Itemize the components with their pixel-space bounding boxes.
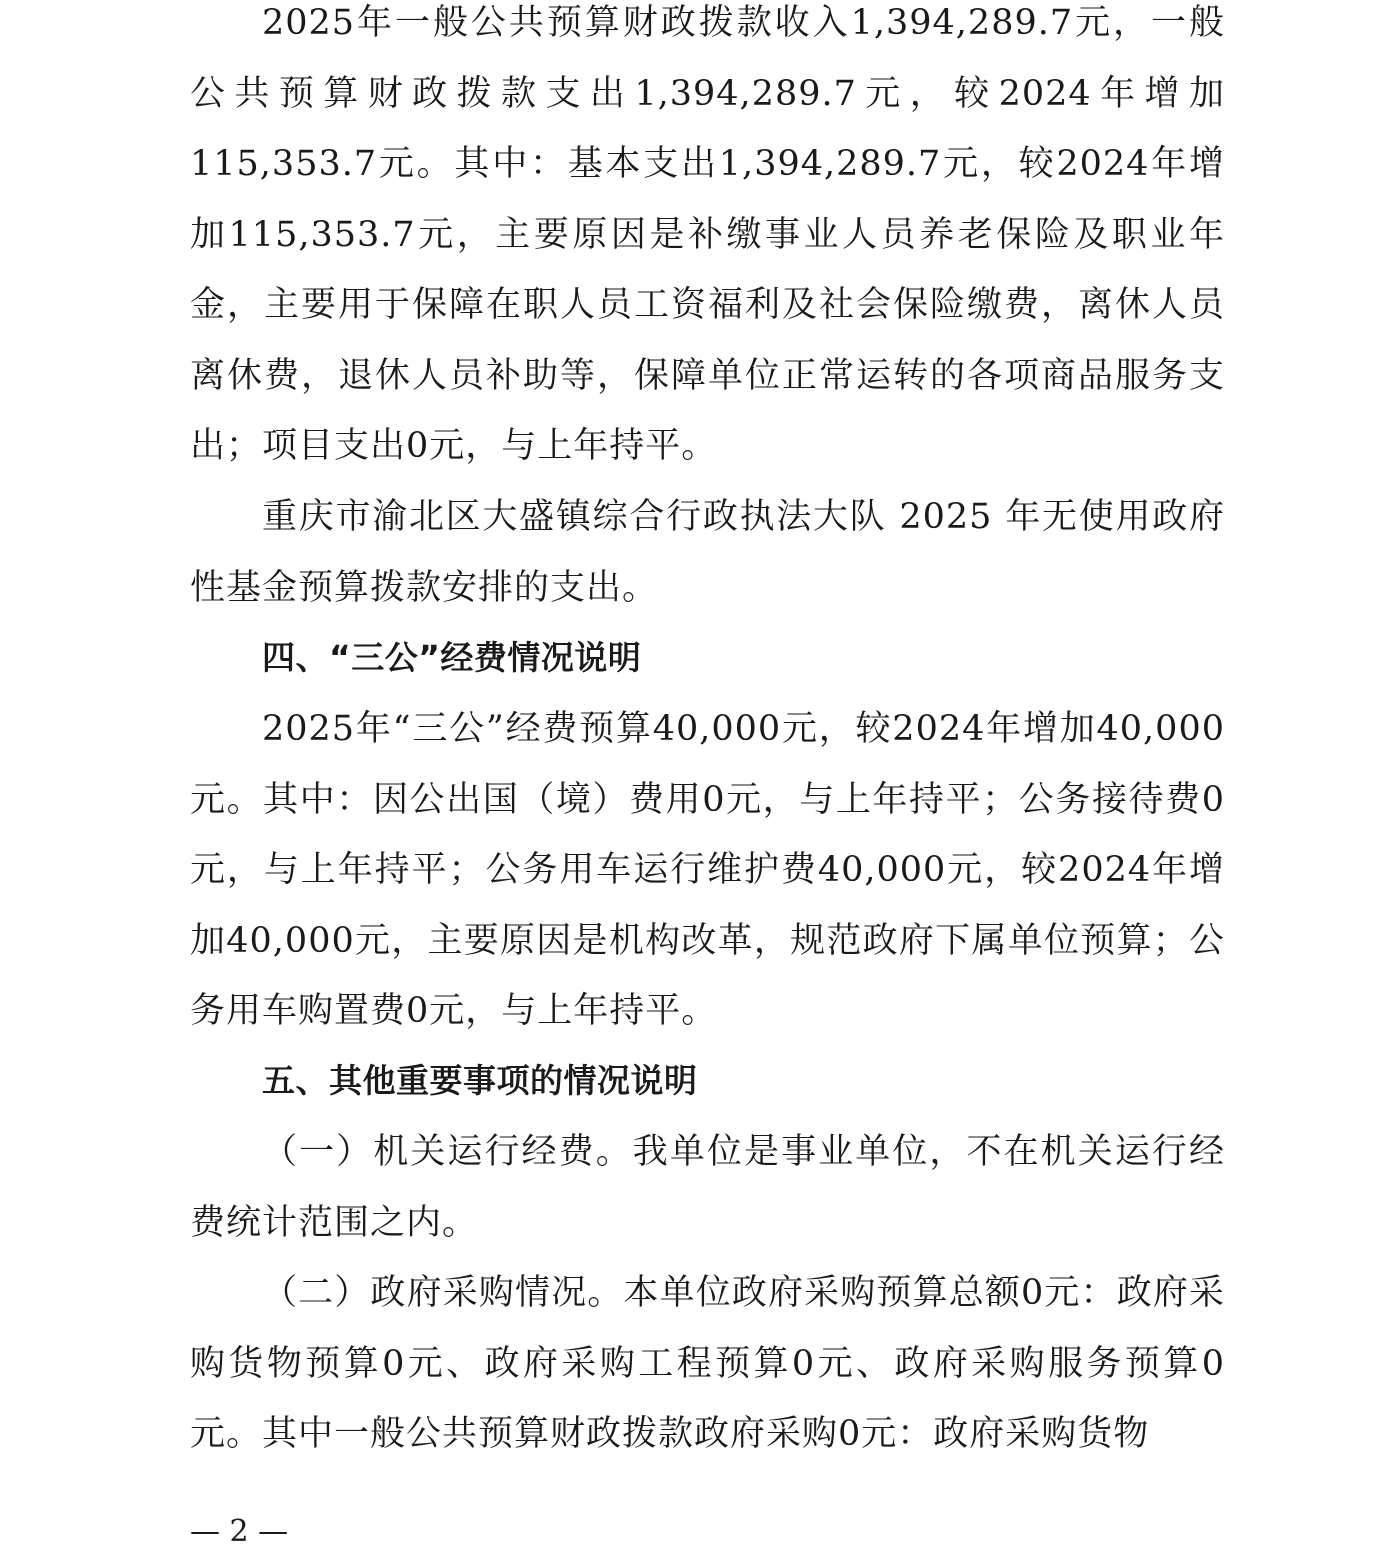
paragraph-organ-operating-funds: （一）机关运行经费。我单位是事业单位，不在机关运行经费统计范围之内。 — [190, 1132, 1225, 1243]
paragraph-three-public-expenses: 2025年“三公”经费预算40,000元，较2024年增加40,000元。其中：因公出国（境）费用0元，与上年持平；公务接待费0元，与上年持平；公务用车运行维护费40,000元，较2024年增加40,000元，主要原因是机构改革，规范政府下属单位预算；公务用车购置费0元，与上年持平。 — [190, 709, 1225, 1031]
paragraph-government-fund: 重庆市渝北区大盛镇综合行政执法大队 2025 年无使用政府性基金预算拨款安排的支出。 — [190, 497, 1225, 608]
page-number: — 2 — — [190, 1514, 289, 1549]
paragraph-government-procurement: （二）政府采购情况。本单位政府采购预算总额0元：政府采购货物预算0元、政府采购工程预算0元、政府采购服务预算0元。其中一般公共预算财政拨款政府采购0元：政府采购货物 — [190, 1273, 1225, 1454]
paragraph-budget-revenue-expenditure: 2025年一般公共预算财政拨款收入1,394,289.7元，一般公共预算财政拨款支出1,394,289.7元，较2024年增加115,353.7元。其中：基本支出1,394,289.7元，较2024年增加115,353.7元，主要原因是补缴事业人员养老保险及职业年金，主要用于保障在职人员工资福利及社会保险缴费，离休人员离休费，退休人员补助等，保障单位正常运转的各项商品服务支出；项目支出0元，与上年持平。 — [190, 3, 1225, 466]
heading-three-public-expenses: 四、“三公”经费情况说明 — [262, 638, 642, 677]
heading-other-important-matters: 五、其他重要事项的情况说明 — [262, 1061, 698, 1100]
